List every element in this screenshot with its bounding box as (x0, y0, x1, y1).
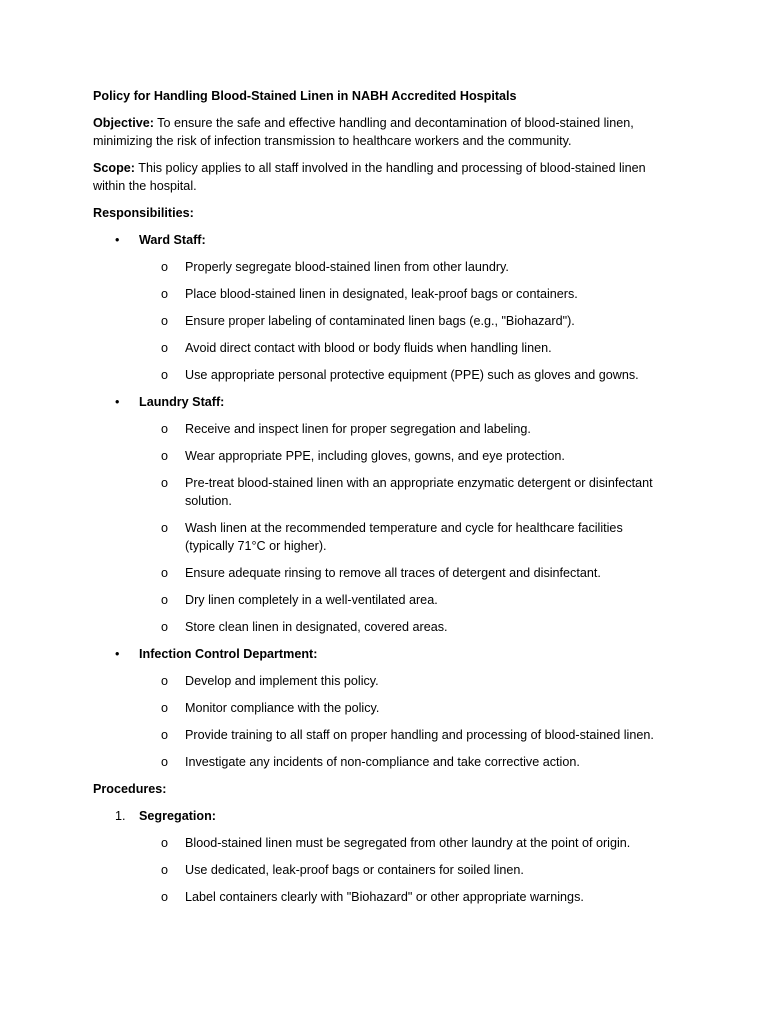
group-label: Segregation: (139, 809, 216, 823)
list-item-text: Dry linen completely in a well-ventilated area. (185, 593, 438, 607)
list-item-text: Place blood-stained linen in designated, leak-proof bags or containers. (185, 287, 578, 301)
sub-bullet-marker: o (161, 287, 169, 301)
objective-text: To ensure the safe and effective handling and decontamination of blood-stained linen, minimizing the risk of infection transmission to healthcare workers and the community. (93, 116, 634, 148)
sub-bullet-marker: o (161, 341, 169, 355)
responsibility-group-ward-staff (93, 231, 673, 384)
sub-bullet-marker: o (161, 863, 169, 877)
list-item (139, 258, 673, 276)
list-item (139, 474, 673, 510)
bullet-marker: • (115, 395, 120, 409)
sub-bullet-marker: o (161, 674, 169, 688)
ward-staff-items (139, 258, 673, 384)
document-body (93, 87, 673, 915)
list-item-text: Properly segregate blood-stained linen from other laundry. (185, 260, 509, 274)
scope-label: Scope: (93, 161, 135, 175)
scope-paragraph (93, 159, 673, 195)
sub-bullet-marker: o (161, 620, 169, 634)
sub-bullet-marker: o (161, 728, 169, 742)
list-item-text: Avoid direct contact with blood or body fluids when handling linen. (185, 341, 552, 355)
list-item-text: Use dedicated, leak-proof bags or containers for soiled linen. (185, 863, 524, 877)
list-item-text: Ensure proper labeling of contaminated linen bags (e.g., "Biohazard"). (185, 314, 575, 328)
list-item-text: Store clean linen in designated, covered areas. (185, 620, 448, 634)
list-item (139, 285, 673, 303)
list-item (139, 699, 673, 717)
sub-bullet-marker: o (161, 314, 169, 328)
list-item-text: Investigate any incidents of non-compliance and take corrective action. (185, 755, 580, 769)
group-label: Laundry Staff: (139, 395, 225, 409)
list-item (139, 618, 673, 636)
objective-paragraph (93, 114, 673, 150)
responsibility-group-infection-control (93, 645, 673, 771)
list-item-text: Monitor compliance with the policy. (185, 701, 380, 715)
scope-text: This policy applies to all staff involved in the handling and processing of blood-stained linen within the hospital. (93, 161, 646, 193)
list-item (139, 564, 673, 582)
responsibility-group-laundry-staff (93, 393, 673, 636)
bullet-marker: • (115, 647, 120, 661)
list-item (139, 447, 673, 465)
list-item (139, 591, 673, 609)
group-label: Ward Staff: (139, 233, 206, 247)
sub-bullet-marker: o (161, 422, 169, 436)
list-item-text: Wash linen at the recommended temperature and cycle for healthcare facilities (typically 71°C or higher). (185, 521, 623, 553)
procedures-list (93, 807, 673, 906)
objective-label: Objective: (93, 116, 154, 130)
sub-bullet-marker: o (161, 593, 169, 607)
list-item-text: Ensure adequate rinsing to remove all traces of detergent and disinfectant. (185, 566, 601, 580)
infection-control-items (139, 672, 673, 771)
segregation-items (139, 834, 673, 906)
list-item-text: Use appropriate personal protective equipment (PPE) such as gloves and gowns. (185, 368, 639, 382)
list-item (139, 753, 673, 771)
list-item (139, 420, 673, 438)
sub-bullet-marker: o (161, 521, 169, 535)
sub-bullet-marker: o (161, 890, 169, 904)
list-item (139, 366, 673, 384)
responsibilities-list (93, 231, 673, 771)
list-item (139, 888, 673, 906)
group-label: Infection Control Department: (139, 647, 318, 661)
sub-bullet-marker: o (161, 755, 169, 769)
list-item-text: Receive and inspect linen for proper segregation and labeling. (185, 422, 531, 436)
list-item-text: Develop and implement this policy. (185, 674, 379, 688)
list-item (139, 339, 673, 357)
document-title: Policy for Handling Blood-Stained Linen in NABH Accredited Hospitals (93, 89, 517, 103)
laundry-staff-items (139, 420, 673, 636)
sub-bullet-marker: o (161, 701, 169, 715)
list-item (139, 861, 673, 879)
sub-bullet-marker: o (161, 260, 169, 274)
list-item (139, 672, 673, 690)
sub-bullet-marker: o (161, 449, 169, 463)
list-item (139, 312, 673, 330)
sub-bullet-marker: o (161, 368, 169, 382)
sub-bullet-marker: o (161, 836, 169, 850)
list-item-text: Label containers clearly with "Biohazard" or other appropriate warnings. (185, 890, 584, 904)
responsibilities-heading: Responsibilities: (93, 206, 194, 220)
bullet-marker: • (115, 233, 120, 247)
number-marker: 1. (115, 809, 126, 823)
list-item (139, 834, 673, 852)
list-item-text: Blood-stained linen must be segregated from other laundry at the point of origin. (185, 836, 631, 850)
sub-bullet-marker: o (161, 476, 169, 490)
list-item-text: Provide training to all staff on proper handling and processing of blood-stained linen. (185, 728, 654, 742)
sub-bullet-marker: o (161, 566, 169, 580)
procedure-segregation (93, 807, 673, 906)
list-item (139, 519, 673, 555)
list-item-text: Wear appropriate PPE, including gloves, gowns, and eye protection. (185, 449, 565, 463)
list-item-text: Pre-treat blood-stained linen with an appropriate enzymatic detergent or disinfectant solution. (185, 476, 653, 508)
list-item (139, 726, 673, 744)
procedures-heading: Procedures: (93, 782, 167, 796)
